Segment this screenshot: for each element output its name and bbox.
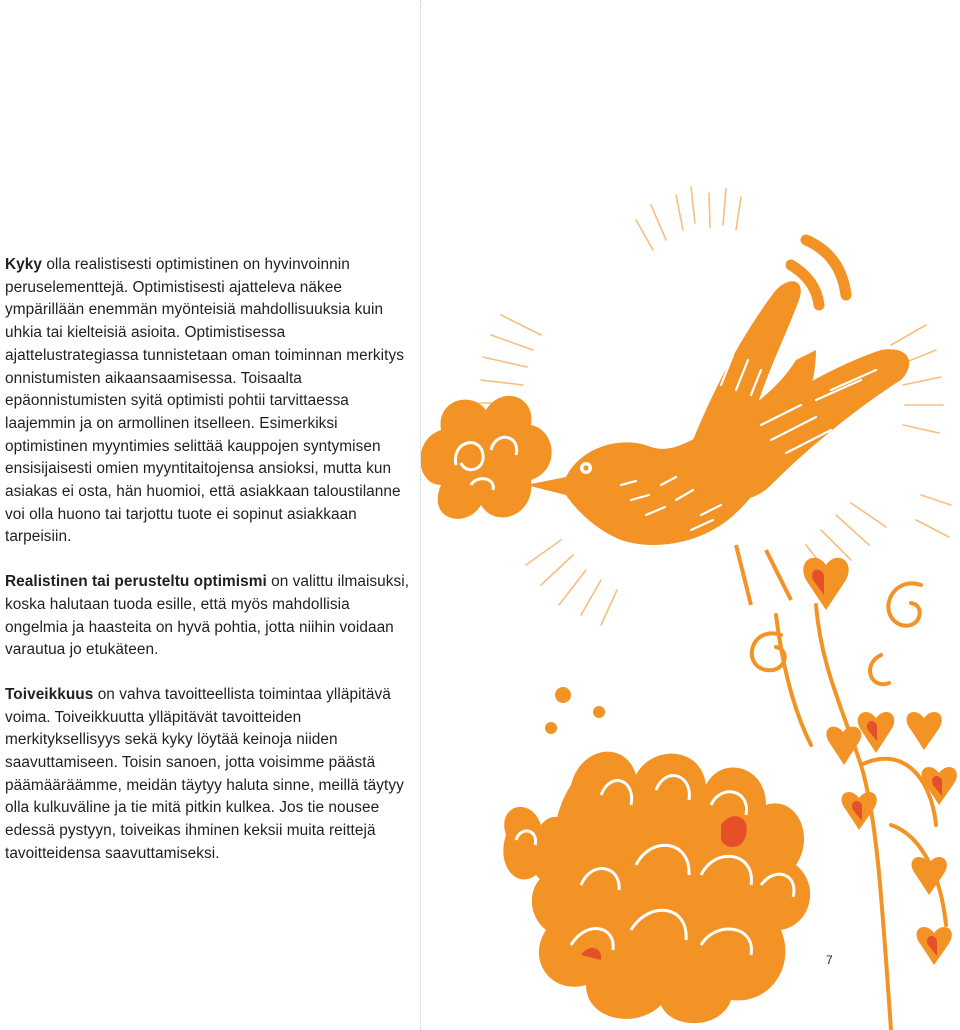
bird-illustration xyxy=(421,185,960,1030)
paragraph-body: olla realistisesti optimistinen on hyvinvoinnin peruselementtejä. Optimistisesti ajatteleva näkee ympärillään enemmän myönteisiä mahdollisuuksia kuin uhkia tai kielteisiä asioita. Optimistisessa ajattelustrategiassa tunnistetaan oman toiminnan merkitys onnistumisten aikaansaamisessa. Toisaalta epäonnistumisten syitä optimisti pohtii tarvittaessa laajemmin ja on armollinen itselleen. Esimerkiksi optimistinen myyntimies selittää kauppojen syntymisen ensisijaisesti omien myyntitaitojensa ansioksi, mutta kun asiakas ei osta, hän huomioi, että asiakkaan taloustilanne voi olla huono tai tarjottu tuote ei sopinut asiakkaan tarpeisiin. xyxy=(5,256,404,546)
article-text xyxy=(5,254,415,866)
paragraph-lead: Realistinen tai perusteltu optimismi xyxy=(5,573,267,591)
paragraph-body: on valittu ilmaisuksi, koska halutaan tuoda esille, että myös mahdollisia ongelmia ja haasteita on hyvä pohtia, jotta niihin voidaan varautua jo etukäteen. xyxy=(5,573,410,659)
cloud-shape xyxy=(421,396,552,519)
paragraph-realistinen-optimismi xyxy=(5,571,415,662)
paragraph-body: on vahva tavoitteellista toimintaa ylläpitävä voima. Toiveikkuutta ylläpitävät tavoitteiden merkityksellisyys sekä kyky löytää keinoja niiden saavuttamiseen. Toisin sanoen, jotta voisimme päästä päämääräämme, meidän täytyy haluta sinne, meillä täytyy olla kulkuväline ja tie mitä pitkin kulkea. Jos tie nousee edessä pystyyn, toiveikas ihminen keksii muita reittejä tavoitteidensa saavuttamiseksi. xyxy=(5,685,404,862)
paragraph-lead: Toiveikkuus xyxy=(5,685,94,703)
paragraph-lead: Kyky xyxy=(5,256,42,273)
flower-bush xyxy=(503,752,810,1024)
decorative-dots xyxy=(545,687,605,734)
paragraph-toiveikkuus xyxy=(5,684,415,866)
page-number: 7 xyxy=(826,953,833,967)
bird xyxy=(526,281,909,605)
paragraph-kyky xyxy=(5,254,415,549)
